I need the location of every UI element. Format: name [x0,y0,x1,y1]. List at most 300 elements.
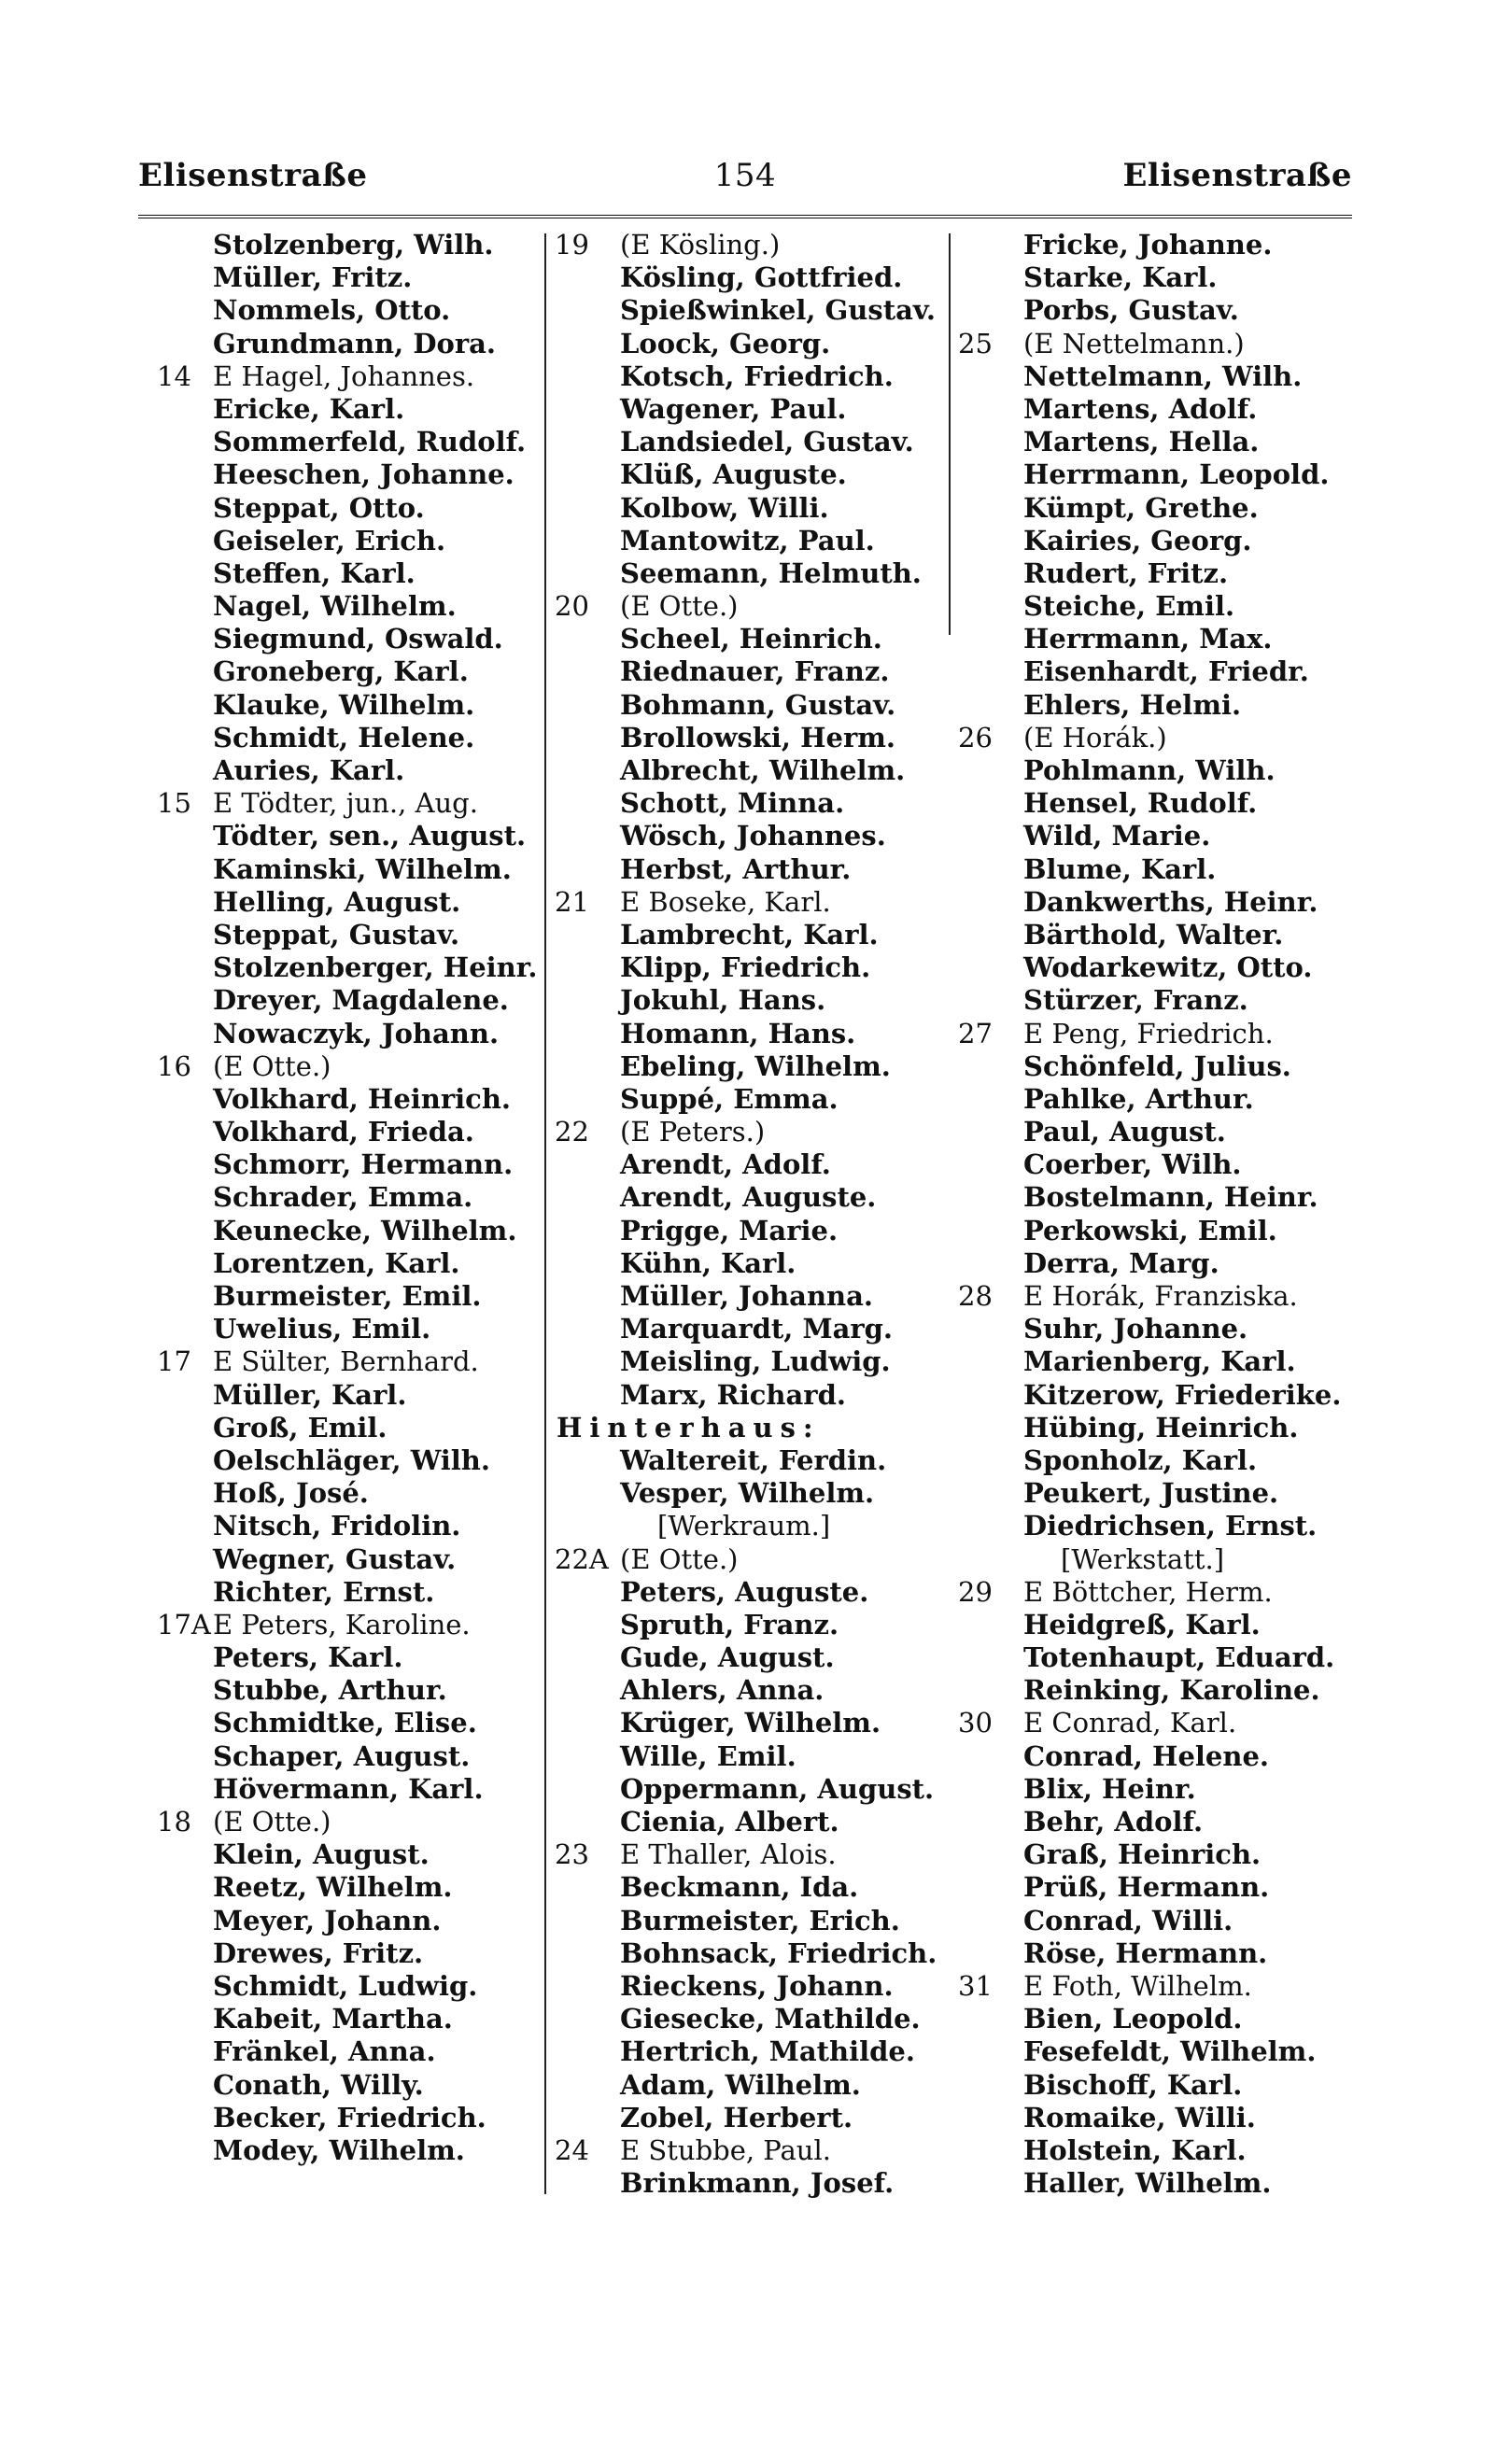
directory-entry [555,1379,947,1412]
directory-entry [958,1773,1360,1806]
directory-entry [157,1148,542,1181]
resident-name: Heeschen, Johanne. [213,458,514,491]
resident-name: Landsiedel, Gustav. [620,426,914,458]
directory-entry [555,1116,947,1148]
resident-name: Bien, Leopold. [1023,2003,1243,2035]
resident-name: Groß, Emil. [213,1411,388,1443]
page-header [138,149,1352,202]
resident-name: Blume, Karl. [1023,852,1217,885]
directory-entry [555,886,947,919]
directory-entry [958,1247,1360,1280]
resident-name: Conrad, Helene. [1023,1739,1269,1772]
directory-entry [555,984,947,1017]
directory-entry [555,557,947,590]
directory-entry [958,2134,1360,2167]
resident-name: Steffen, Karl. [213,556,416,589]
resident-name: E Sülter, Bernhard. [213,1345,479,1378]
resident-name: Bohmann, Gustav. [620,688,896,721]
resident-name: Hübing, Heinrich. [1023,1411,1299,1443]
resident-name: Wagener, Paul. [620,392,847,425]
directory-entry [157,458,542,491]
column-divider-1 [544,233,546,2194]
directory-entry [958,1148,1360,1181]
resident-name: Kösling, Gottfried. [620,261,903,294]
directory-entry [157,1937,542,1970]
directory-entry [555,1773,947,1806]
directory-entry [958,1379,1360,1412]
directory-entry [555,1609,947,1641]
resident-name: Müller, Fritz. [213,261,413,294]
resident-name: Arendt, Auguste. [620,1181,877,1214]
resident-name: Becker, Friedrich. [213,2101,486,2133]
resident-name: Suhr, Johanne. [1023,1313,1248,1345]
resident-name: Herrmann, Leopold. [1023,458,1330,491]
directory-entry [555,525,947,557]
directory-entry [157,1116,542,1148]
resident-name: Sommerfeld, Rudolf. [213,426,527,458]
header-rule [138,215,1352,218]
resident-name: Prigge, Marie. [620,1214,839,1246]
resident-name: Steppat, Otto. [213,491,425,524]
resident-name: Prüß, Hermann. [1023,1871,1270,1904]
resident-name: Wille, Emil. [620,1739,796,1772]
directory-entry [157,1838,542,1871]
resident-name: Meisling, Ludwig. [620,1345,891,1378]
directory-entry [157,1641,542,1674]
house-number: 14 [157,359,191,392]
directory-entry [958,1477,1360,1510]
directory-entry [157,1050,542,1083]
directory-entry [157,1379,542,1412]
resident-name: Arendt, Adolf. [620,1148,831,1181]
resident-name: Gude, August. [620,1641,835,1674]
resident-name: Oppermann, August. [620,1772,935,1805]
directory-entry [958,590,1360,623]
resident-name: Kühn, Karl. [620,1246,796,1279]
directory-entry [958,2069,1360,2102]
resident-name: Dankwerths, Heinr. [1023,885,1318,918]
resident-name: Reetz, Wilhelm. [213,1871,453,1904]
directory-entry [958,1576,1360,1609]
resident-name: Tödter, sen., August. [213,820,527,852]
directory-entry [555,853,947,886]
resident-name: Rudert, Fritz. [1023,556,1229,589]
directory-entry [157,1510,542,1542]
resident-name: Stolzenberger, Heinr. [213,951,538,984]
directory-entry [555,2003,947,2035]
resident-name: Heidgreß, Karl. [1023,1608,1261,1640]
directory-entry [958,2003,1360,2035]
resident-name: Sponholz, Karl. [1023,1443,1258,1476]
resident-name: Behr, Adolf. [1023,1806,1204,1837]
directory-entry [555,294,947,327]
resident-name: Helling, August. [213,885,461,918]
resident-name: Müller, Johanna. [620,1280,874,1312]
directory-entry [157,294,542,327]
directory-entry [157,2134,542,2167]
directory-entry [958,820,1360,852]
resident-name: Nowaczyk, Johann. [213,1017,500,1049]
directory-entry [958,1444,1360,1477]
directory-entry [157,951,542,984]
resident-name: Stürzer, Franz. [1023,984,1248,1017]
column-1 [157,229,542,2167]
resident-name: Dreyer, Magdalene. [213,984,509,1017]
house-number: 18 [157,1806,191,1837]
house-number: 22A [555,1542,609,1575]
resident-name: Spruth, Franz. [620,1608,839,1640]
resident-name: (E Nettelmann.) [1023,327,1245,359]
resident-name: Scheel, Heinrich. [620,623,882,655]
directory-entry [157,787,542,820]
resident-name: Hövermann, Karl. [213,1772,484,1805]
resident-name: Fränkel, Anna. [213,2035,436,2068]
resident-name: Steppat, Gustav. [213,918,460,950]
directory-entry [157,426,542,458]
resident-name: Starke, Karl. [1023,261,1218,294]
directory-entry [958,1806,1360,1838]
resident-name: Reinking, Karoline. [1023,1674,1320,1707]
resident-name: Herbst, Arthur. [620,852,852,885]
directory-entry [555,1247,947,1280]
resident-name: Totenhaupt, Eduard. [1023,1641,1335,1674]
resident-name: Hensel, Rudolf. [1023,787,1258,820]
directory-entry [157,689,542,722]
house-number: 26 [958,721,993,753]
directory-entry [555,2134,947,2167]
directory-entry [958,2035,1360,2068]
resident-name: Schrader, Emma. [213,1181,473,1214]
resident-name: Holstein, Karl. [1023,2133,1247,2166]
resident-name: [Werkraum.] [657,1510,831,1542]
directory-entry [157,557,542,590]
directory-entry [157,1609,542,1641]
house-number: 24 [555,2133,589,2166]
resident-name: Porbs, Gustav. [1023,294,1239,327]
directory-entry [157,1970,542,2003]
resident-name: Vesper, Wilhelm. [620,1477,875,1510]
resident-name: Lorentzen, Karl. [213,1246,460,1279]
directory-entry [958,261,1360,294]
directory-entry [555,590,947,623]
directory-entry [555,1345,947,1378]
resident-name: Geiseler, Erich. [213,524,446,556]
directory-entry [555,1313,947,1345]
resident-name: Keunecke, Wilhelm. [213,1214,517,1246]
resident-name: E Foth, Wilhelm. [1023,1969,1252,2002]
directory-entry [555,1444,947,1477]
directory-entry [958,1116,1360,1148]
directory-entry [157,623,542,655]
resident-name: Romaike, Willi. [1023,2101,1256,2133]
directory-entry [958,1083,1360,1116]
directory-entry [555,1412,947,1444]
directory-entry [958,787,1360,820]
resident-name: Stolzenberg, Wilh. [213,229,494,260]
resident-name: Steiche, Emil. [1023,590,1235,623]
resident-name: Wösch, Johannes. [620,820,886,852]
directory-entry [555,623,947,655]
directory-entry [555,458,947,491]
directory-entry [157,261,542,294]
directory-entry [555,1280,947,1313]
resident-name: Bostelmann, Heinr. [1023,1181,1318,1214]
directory-entry [157,1806,542,1838]
directory-entry [555,1576,947,1609]
directory-entry [555,229,947,261]
resident-name: Mantowitz, Paul. [620,524,875,556]
directory-entry [958,1674,1360,1707]
resident-name: Herrmann, Max. [1023,623,1273,655]
resident-name: Volkhard, Heinrich. [213,1082,511,1115]
resident-name: Eisenhardt, Friedr. [1023,655,1309,688]
house-number: 27 [958,1017,993,1049]
directory-entry [958,1280,1360,1313]
resident-name: Pohlmann, Wilh. [1023,754,1276,786]
directory-entry [958,2102,1360,2134]
house-number: 15 [157,787,191,820]
resident-name: Drewes, Fritz. [213,1936,424,1969]
resident-name: Hinterhaus: [557,1411,821,1443]
directory-entry [555,1148,947,1181]
directory-entry [555,1806,947,1838]
resident-name: Modey, Wilhelm. [213,2133,465,2166]
directory-entry [555,2167,947,2200]
directory-entry [555,820,947,852]
resident-name: Graß, Heinrich. [1023,1838,1261,1871]
resident-name: (E Otte.) [213,1049,331,1082]
resident-name: Cienia, Albert. [620,1806,839,1837]
directory-entry [157,360,542,393]
resident-name: Conrad, Willi. [1023,1904,1233,1936]
resident-name: Bischoff, Karl. [1023,2068,1243,2101]
resident-name: Brollowski, Herm. [620,721,896,753]
resident-name: Klein, August. [213,1838,430,1871]
resident-name: Bärthold, Walter. [1023,918,1284,950]
resident-name: Conath, Willy. [213,2068,424,2101]
directory-entry [157,229,542,261]
directory-entry [157,1707,542,1739]
directory-entry [157,1477,542,1510]
header-street-right: Elisenstraße [1122,157,1352,194]
directory-entry [157,1083,542,1116]
resident-name: Ehlers, Helmi. [1023,688,1242,721]
header-street-left: Elisenstraße [138,157,368,194]
column-3 [958,229,1360,2200]
directory-entry [157,492,542,525]
resident-name: Wodarkewitz, Otto. [1023,951,1313,984]
directory-entry [157,525,542,557]
resident-name: Meyer, Johann. [213,1904,442,1936]
directory-entry [958,1050,1360,1083]
directory-entry [157,886,542,919]
resident-name: Peters, Karl. [213,1641,403,1674]
directory-entry [157,2003,542,2035]
directory-entry [555,360,947,393]
directory-entry [157,984,542,1017]
resident-name: Auries, Karl. [213,754,405,786]
column-divider-2 [949,233,951,635]
house-number: 25 [958,327,993,359]
house-number: 21 [555,885,589,918]
house-number: 30 [958,1707,993,1739]
directory-entry [555,492,947,525]
resident-name: Lambrecht, Karl. [620,918,879,950]
resident-name: Kairies, Georg. [1023,524,1252,556]
directory-entry [555,655,947,688]
directory-entry [157,1181,542,1214]
directory-entry [958,294,1360,327]
resident-name: Krüger, Wilhelm. [620,1707,881,1739]
directory-entry [555,689,947,722]
house-number: 28 [958,1280,993,1312]
resident-name: Grundmann, Dora. [213,327,496,359]
resident-name: Hoß, José. [213,1477,369,1510]
directory-entry [555,2069,947,2102]
directory-entry [958,1018,1360,1050]
directory-entry [555,1905,947,1937]
resident-name: (E Kösling.) [620,229,781,260]
resident-name: Paul, August. [1023,1116,1226,1148]
directory-entry [958,426,1360,458]
directory-entry [555,1838,947,1871]
directory-entry [157,1215,542,1247]
resident-name: Nagel, Wilhelm. [213,590,457,623]
resident-name: Suppé, Emma. [620,1082,839,1115]
resident-name: Nitsch, Fridolin. [213,1510,461,1542]
directory-entry [958,853,1360,886]
directory-entry [555,261,947,294]
resident-name: (E Otte.) [620,1542,739,1575]
resident-name: Waltereit, Ferdin. [620,1443,887,1476]
directory-entry [958,360,1360,393]
resident-name: Burmeister, Emil. [213,1280,482,1312]
directory-entry [157,722,542,754]
resident-name: Richter, Ernst. [213,1575,435,1608]
directory-entry [958,1345,1360,1378]
directory-entry [555,754,947,787]
directory-entry [157,1280,542,1313]
resident-name: Stubbe, Arthur. [213,1674,447,1707]
directory-entry [958,458,1360,491]
resident-name: Oelschläger, Wilh. [213,1443,490,1476]
resident-name: (E Peters.) [620,1116,766,1148]
house-number: 22 [555,1116,589,1148]
resident-name: Uwelius, Emil. [213,1313,431,1345]
resident-name: Coerber, Wilh. [1023,1148,1242,1181]
directory-entry [958,689,1360,722]
resident-name: Bohnsack, Friedrich. [620,1936,937,1969]
resident-name: Schmidt, Ludwig. [213,1969,478,2002]
directory-entry [958,2167,1360,2200]
resident-name: Riednauer, Franz. [620,655,890,688]
directory-entry [555,1674,947,1707]
resident-name: Kolbow, Willi. [620,491,829,524]
resident-name: [Werkstatt.] [1061,1542,1225,1575]
resident-name: Haller, Wilhelm. [1023,2167,1272,2200]
directory-entry [157,1247,542,1280]
house-number: 17 [157,1345,191,1378]
resident-name: Perkowski, Emil. [1023,1214,1277,1246]
resident-name: Wegner, Gustav. [213,1542,457,1575]
resident-name: Schmorr, Hermann. [213,1148,514,1181]
directory-entry [958,1740,1360,1773]
directory-entry [157,919,542,951]
directory-entry [958,393,1360,426]
resident-name: Ericke, Karl. [213,392,405,425]
directory-entry [958,229,1360,261]
directory-entry [958,1838,1360,1871]
directory-entry [555,1937,947,1970]
resident-name: Schaper, August. [213,1739,471,1772]
directory-entry [958,1937,1360,1970]
directory-entry [157,1740,542,1773]
directory-entry [157,853,542,886]
resident-name: Pahlke, Arthur. [1023,1082,1254,1115]
directory-entry [555,1543,947,1576]
resident-name: Kitzerow, Friederike. [1023,1378,1342,1411]
directory-entry [555,1641,947,1674]
resident-name: Kaminski, Wilhelm. [213,852,512,885]
directory-entry [555,1050,947,1083]
resident-name: Burmeister, Erich. [620,1904,900,1936]
directory-entry [958,951,1360,984]
directory-entry [958,984,1360,1017]
resident-name: Schmidt, Helene. [213,721,475,753]
directory-entry [157,393,542,426]
directory-entry [555,919,947,951]
resident-name: E Horák, Franziska. [1023,1280,1298,1312]
directory-entry [958,1543,1360,1576]
resident-name: (E Otte.) [213,1806,331,1837]
directory-entry [157,1345,542,1378]
directory-entry [555,1181,947,1214]
directory-entry [958,1215,1360,1247]
resident-name: Klauke, Wilhelm. [213,688,475,721]
house-number: 31 [958,1969,993,2002]
directory-entry [555,951,947,984]
directory-entry [958,1609,1360,1641]
resident-name: E Hagel, Johannes. [213,359,475,392]
directory-entry [157,590,542,623]
house-number: 29 [958,1575,993,1608]
resident-name: Kümpt, Grethe. [1023,491,1259,524]
resident-name: Martens, Adolf. [1023,392,1258,425]
resident-name: Marquardt, Marg. [620,1313,894,1345]
directory-entry [958,886,1360,919]
directory-entry [958,328,1360,360]
resident-name: Adam, Wilhelm. [620,2068,861,2101]
resident-name: E Tödter, jun., Aug. [213,787,478,820]
house-number: 20 [555,590,589,623]
directory-entry [157,1773,542,1806]
directory-entry [958,655,1360,688]
resident-name: Martens, Hella. [1023,426,1260,458]
resident-name: Homann, Hans. [620,1017,856,1049]
directory-entry [958,1871,1360,1904]
resident-name: Siegmund, Oswald. [213,623,503,655]
directory-entry [555,2035,947,2068]
house-number: 16 [157,1049,191,1082]
directory-entry [958,623,1360,655]
resident-name: Schönfeld, Julius. [1023,1049,1291,1082]
resident-name: Zobel, Herbert. [620,2101,853,2133]
resident-name: Schmidtke, Elise. [213,1707,477,1739]
house-number: 23 [555,1838,589,1871]
resident-name: E Peng, Friedrich. [1023,1017,1274,1049]
resident-name: E Conrad, Karl. [1023,1707,1237,1739]
directory-entry [958,919,1360,951]
